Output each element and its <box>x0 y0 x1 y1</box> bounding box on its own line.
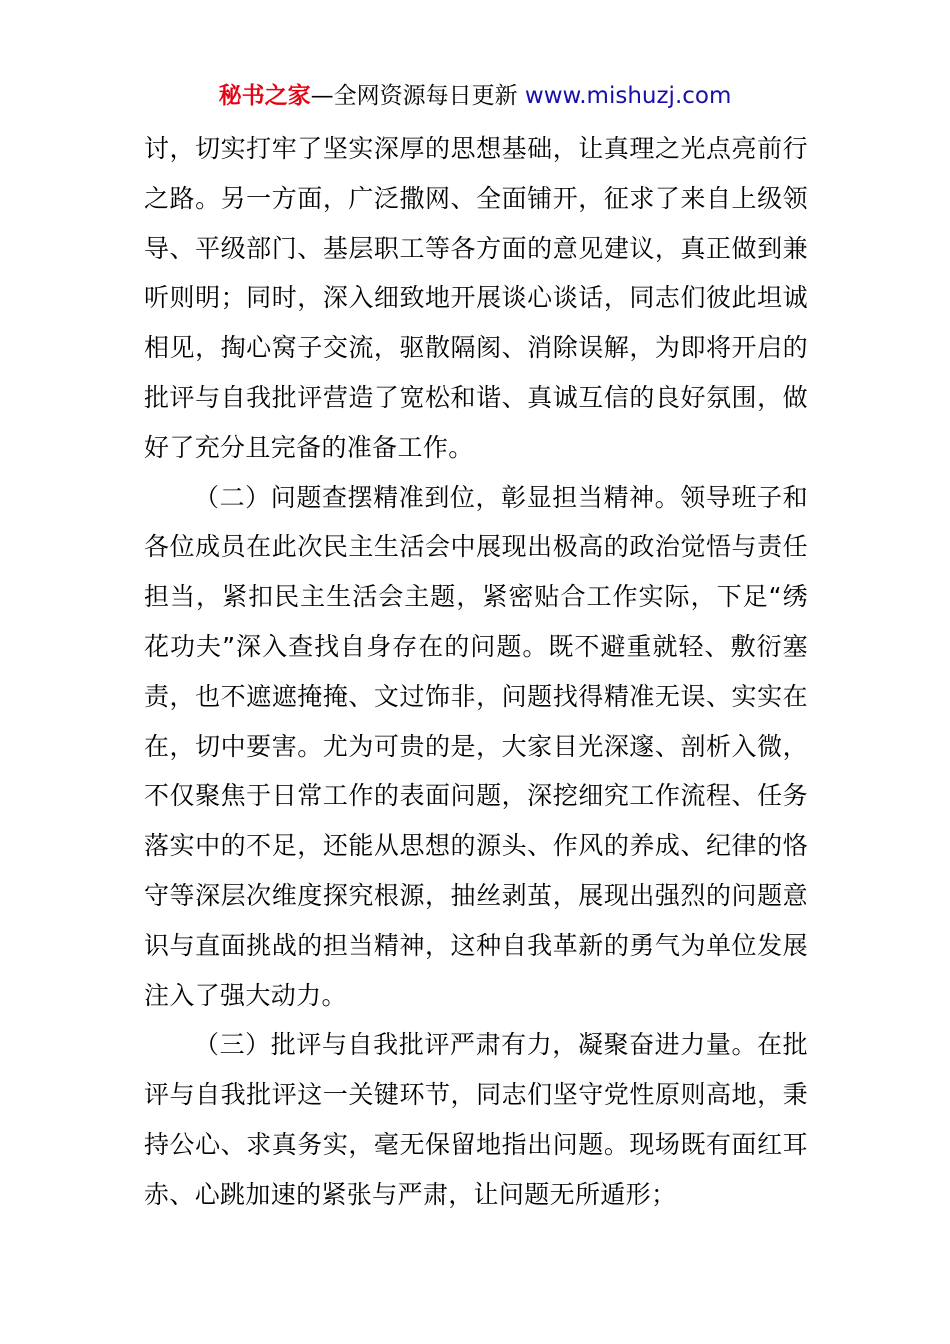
paragraph-section-two: （二）问题查摆精准到位，彰显担当精神。领导班子和各位成员在此次民主生活会中展现出极高的政治觉悟与责任担当，紧扣民主生活会主题，紧密贴合工作实际，下足“绣花功夫”深入查找自身存在的问题。既不避重就轻、敷衍塞责，也不遮遮掩掩、文过饰非，问题找得精准无误、实实在在，切中要害。尤为可贵的是，大家目光深邃、剖析入微，不仅聚焦于日常工作的表面问题，深挖细究工作流程、任务落实中的不足，还能从思想的源头、作风的养成、纪律的恪守等深层次维度探究根源，抽丝剥茧，展现出强烈的问题意识与直面挑战的担当精神，这种自我革新的勇气为单位发展注入了强大动力。 <box>144 482 808 1010</box>
document-body <box>144 124 808 1220</box>
site-tagline: —全网资源每日更新 <box>310 83 518 109</box>
site-header <box>0 80 950 112</box>
paragraph-continuation: 讨，切实打牢了坚实深厚的思想基础，让真理之光点亮前行之路。另一方面，广泛撒网、全面铺开，征求了来自上级领导、平级部门、基层职工等各方面的意见建议，真正做到兼听则明；同时，深入细致地开展谈心谈话，同志们彼此坦诚相见，掏心窝子交流，驱散隔阂、消除误解，为即将开启的批评与自我批评营造了宽松和谐、真诚互信的良好氛围，做好了充分且完备的准备工作。 <box>144 134 808 462</box>
site-url-link[interactable]: www.mishuzj.com <box>524 83 732 109</box>
site-brand: 秘书之家 <box>218 83 311 109</box>
paragraph-section-three: （三）批评与自我批评严肃有力，凝聚奋进力量。在批评与自我批评这一关键环节，同志们坚守党性原则高地，秉持公心、求真务实，毫无保留地指出问题。现场既有面红耳赤、心跳加速的紧张与严肃，让问题无所遁形； <box>144 1030 808 1209</box>
